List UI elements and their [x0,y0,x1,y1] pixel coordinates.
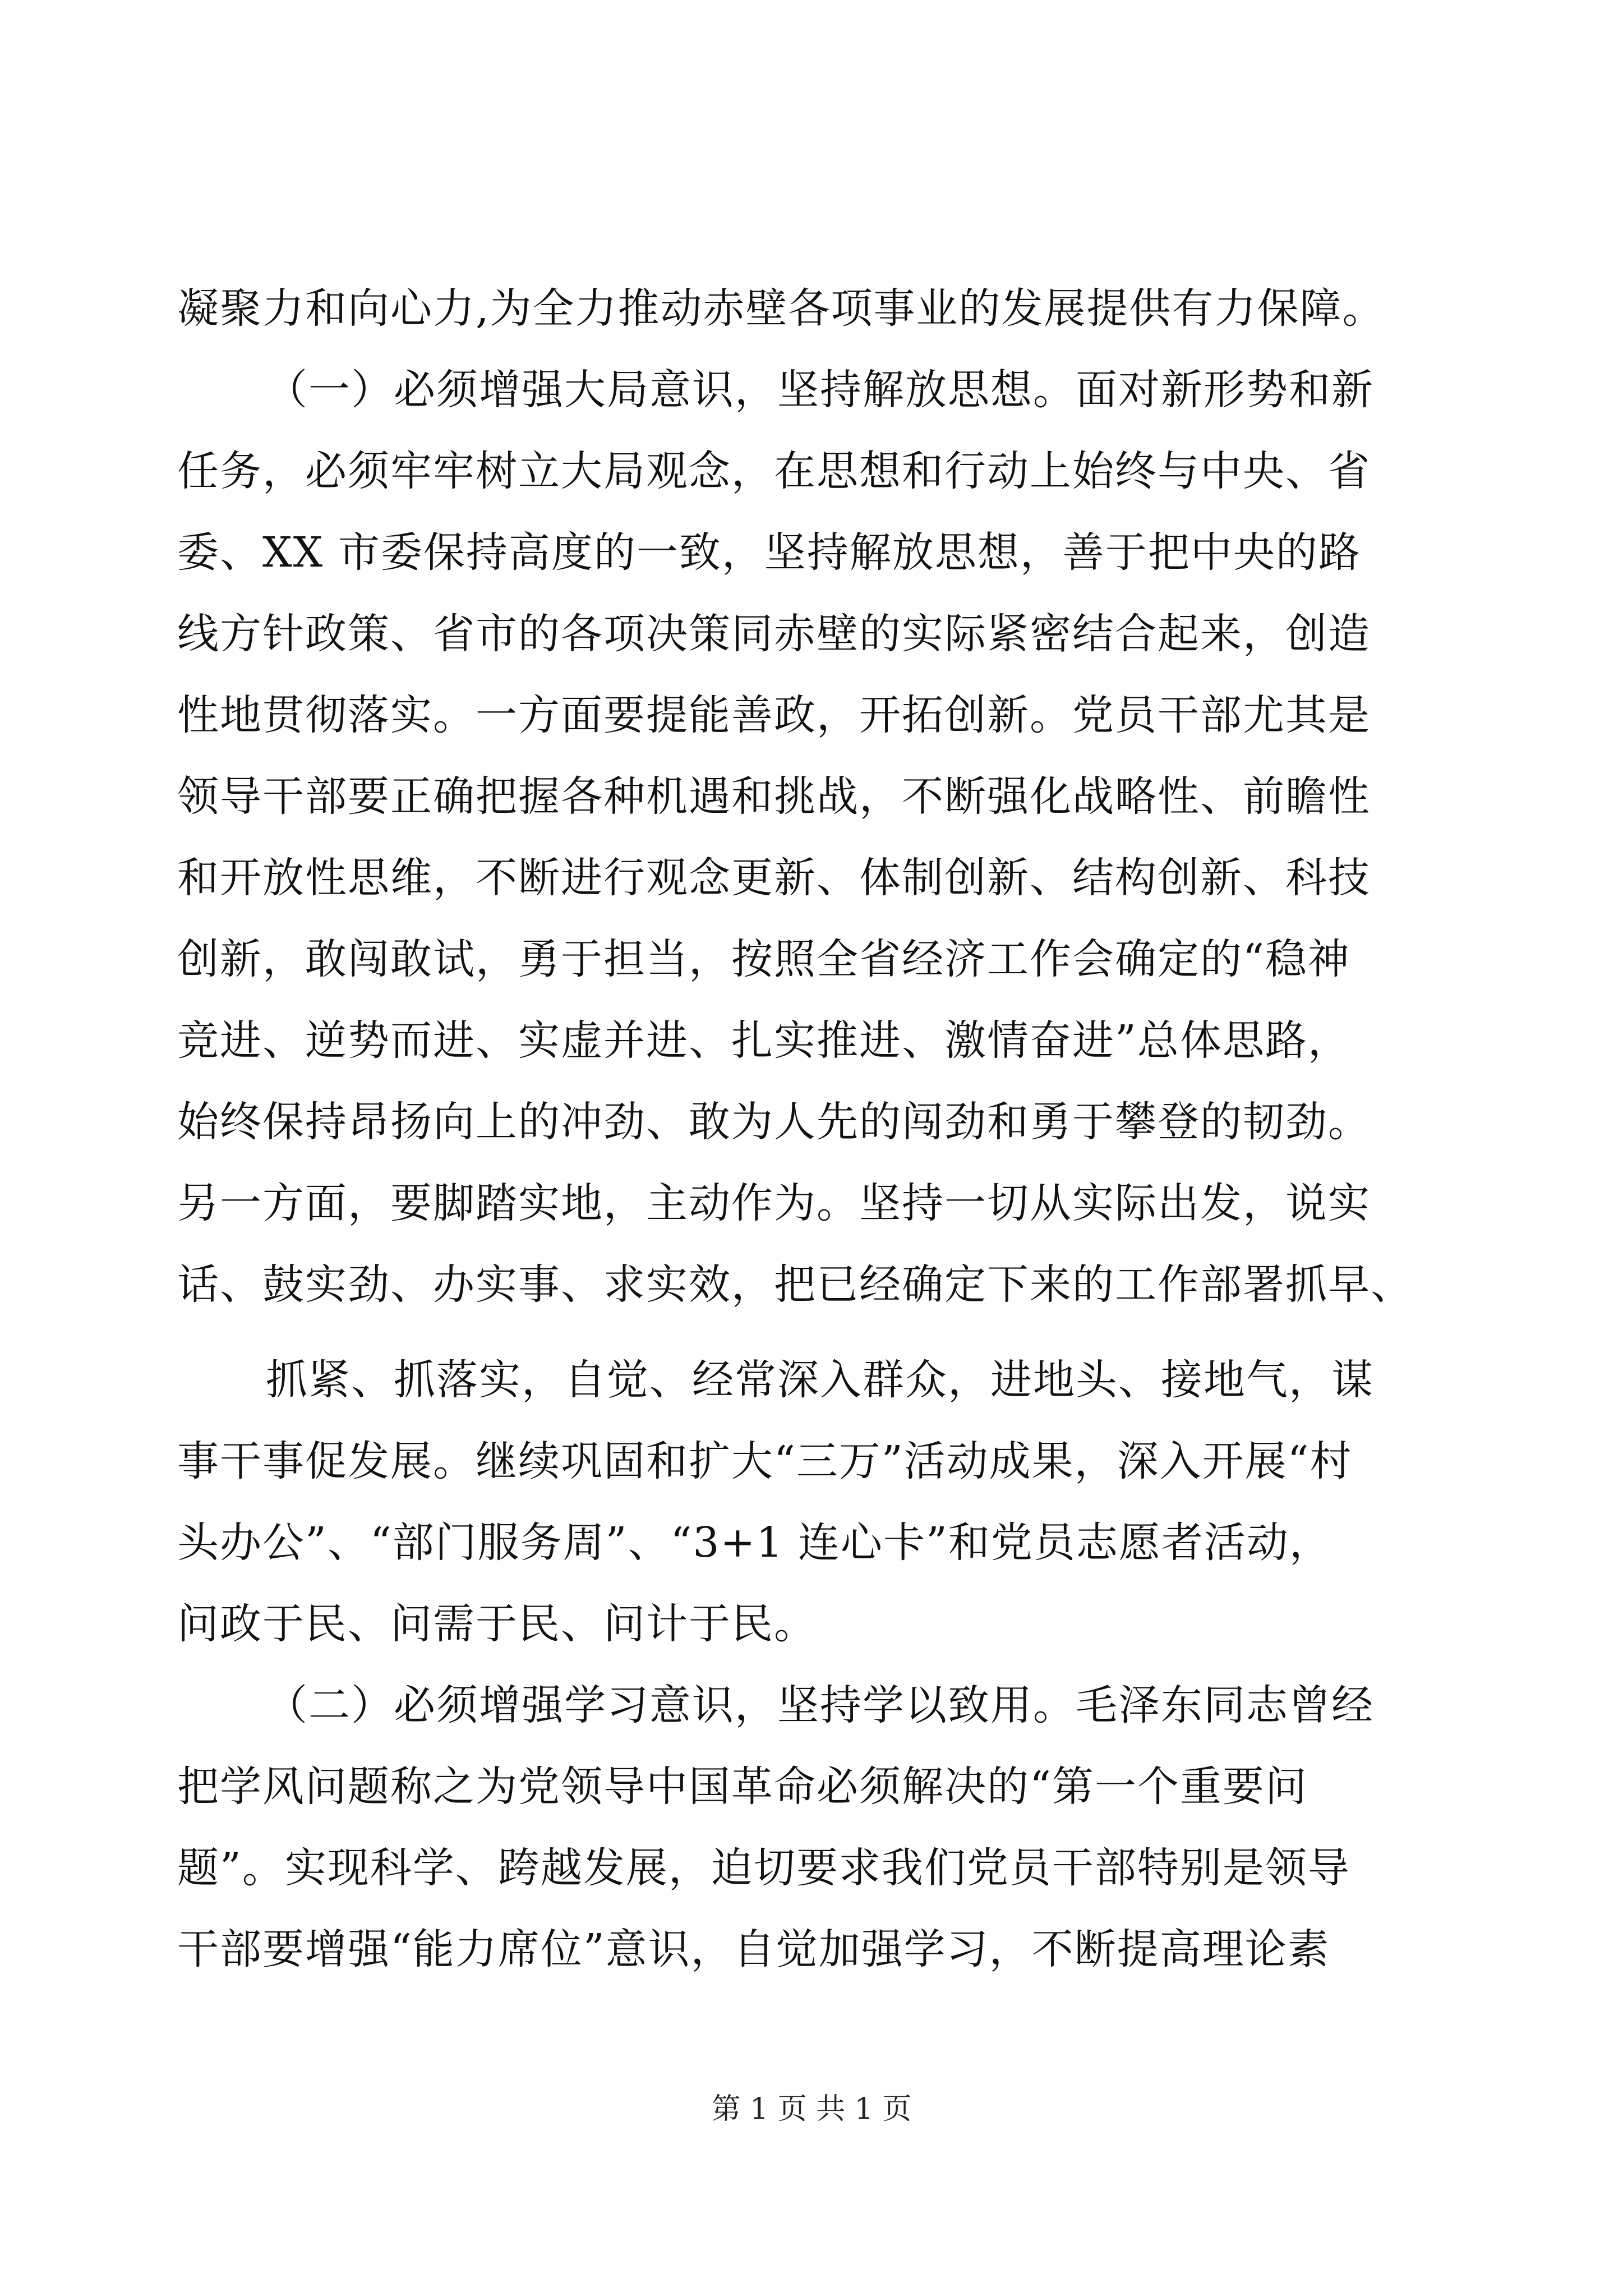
text-line: 委、XX 市委保持高度的一致，坚持解放思想，善于把中央的路 [177,528,1361,577]
text-line: 抓紧、抓落实，自觉、经常深入群众，进地头、接地气，谋 [266,1356,1374,1404]
text-line: 头办公”、“部门服务周”、“3+1 连心卡”和党员志愿者活动， [177,1519,1332,1567]
text-line: 话、鼓实劲、办实事、求实效，把已经确定下来的工作部署抓早、 [177,1260,1413,1309]
text-line: 性地贯彻落实。一方面要提能善政，开拓创新。党员干部尤其是 [177,691,1371,739]
text-line: 事干事促发展。继续巩固和扩大“三万”活动成果，深入开展“村 [177,1437,1353,1485]
text-line: 和开放性思维，不断进行观念更新、体制创新、结构创新、科技 [177,854,1371,902]
page-footer: 第 1 页 共 1 页 [711,2092,912,2126]
text-line: 始终保持昂扬向上的冲劲、敢为人先的闯劲和勇于攀登的韧劲。 [177,1098,1371,1146]
text-line: 领导干部要正确把握各种机遇和挑战，不断强化战略性、前瞻性 [177,772,1371,821]
text-line: 干部要增强“能力席位”意识，自觉加强学习，不断提高理论素 [177,1925,1330,1973]
text-line: 问政于民、问需于民、问计于民。 [177,1600,817,1648]
text-line: 把学风问题称之为党领导中国革命必须解决的“第一个重要问 [177,1763,1308,1811]
section-heading-line: （一）必须增强大局意识，坚持解放思想。面对新形势和新 [266,366,1374,414]
text-line: 创新，敢闯敢试，勇于担当，按照全省经济工作会确定的“稳神 [177,935,1350,983]
section-heading-line: （二）必须增强学习意识，坚持学以致用。毛泽东同志曾经 [266,1681,1374,1729]
text-line: 竞进、逆势而进、实虚并进、扎实推进、激情奋进”总体思路， [177,1016,1350,1065]
text-line: 题”。实现科学、跨越发展，迫切要求我们党员干部特别是领导 [177,1844,1350,1892]
text-line: 凝聚力和向心力,为全力推动赤壁各项事业的发展提供有力保障。 [177,284,1385,333]
text-line: 任务，必须牢牢树立大局观念，在思想和行动上始终与中央、省 [177,447,1371,495]
text-line: 线方针政策、省市的各项决策同赤壁的实际紧密结合起来，创造 [177,610,1371,658]
text-line: 另一方面，要脚踏实地，主动作为。坚持一切从实际出发，说实 [177,1179,1371,1227]
